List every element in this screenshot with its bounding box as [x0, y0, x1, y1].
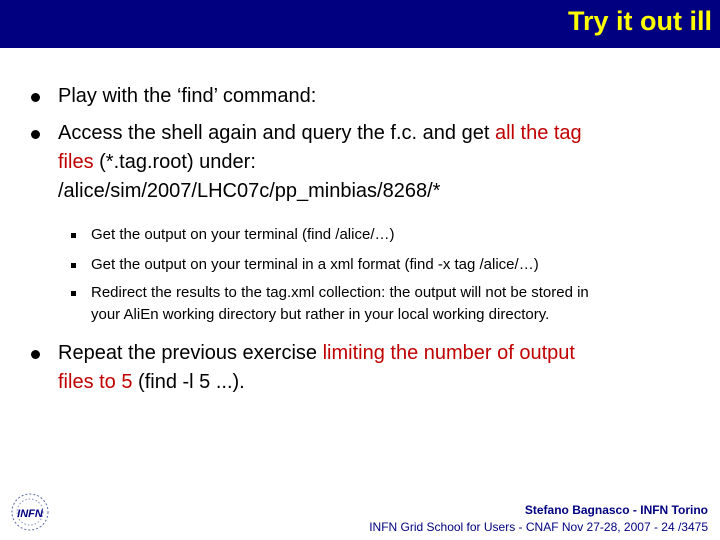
sub-bullet-square: [71, 291, 76, 296]
footer-author: Stefano Bagnasco - INFN Torino: [524, 503, 708, 517]
slide-title: Try it out ill: [567, 6, 712, 36]
bullet-2-text: Access the shell again and query the f.c. and get: [58, 122, 495, 144]
sub-bullet-2: Get the output on your terminal in a xml format (find -x tag /alice/…): [91, 256, 539, 273]
bullet-2-path: /alice/sim/2007/LHC07c/pp_minbias/8268/*: [58, 180, 441, 202]
sub-bullet-3: [91, 282, 701, 326]
bullet-1-text: Play with the ‘find’ command:: [58, 85, 317, 107]
sub-bullet-square: [71, 263, 76, 268]
sub-bullet-3-line2: your AliEn working directory but rather in your local working directory.: [91, 306, 550, 323]
bullet-1: [58, 82, 698, 111]
sub-bullet-3-line1: Redirect the results to the tag.xml collection: the output will not be stored in: [91, 284, 589, 301]
bullet-dot: [31, 130, 40, 139]
bullet-3-highlight: files to 5: [58, 371, 133, 393]
bullet-3-highlight: limiting the number of output: [322, 342, 575, 364]
bullet-dot: [31, 93, 40, 102]
sub-bullet-square: [71, 233, 76, 238]
bullet-2: [58, 119, 698, 206]
bullet-2-highlight: files: [58, 151, 94, 173]
footer-event: INFN Grid School for Users - CNAF Nov 27-28, 2007 - 24 /3475: [369, 520, 708, 534]
bullet-3: [58, 339, 698, 397]
bullet-3-text: Repeat the previous exercise: [58, 342, 323, 364]
bullet-3-text: (find -l 5 ...).: [132, 371, 245, 393]
svg-text:INFN: INFN: [17, 508, 43, 520]
bullet-2-text: (*.tag.root) under:: [93, 151, 256, 173]
bullet-2-highlight: all the tag: [494, 122, 582, 144]
sub-bullet-1: Get the output on your terminal (find /alice/…): [91, 226, 395, 243]
bullet-dot: [31, 350, 40, 359]
infn-logo: [8, 490, 52, 534]
